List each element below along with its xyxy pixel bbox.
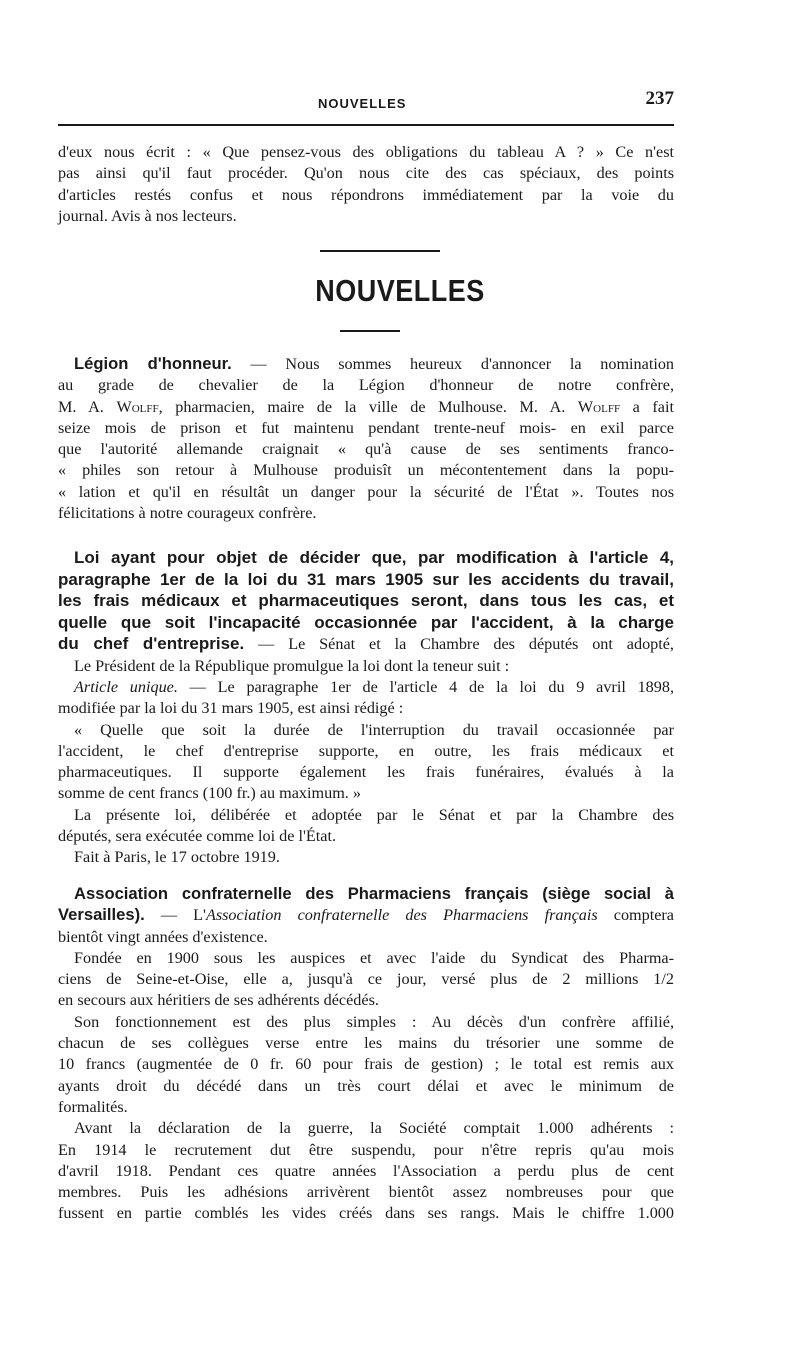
text-line: « philes son retour à Mulhouse produisît un mécontentement dans la popu-	[58, 461, 674, 480]
loi-heading-line: Loi ayant pour objet de décider que, par modification à l'article 4,	[74, 548, 674, 567]
text-line: Légion d'honneur. — Nous sommes heureux d'annoncer la nomination	[74, 354, 675, 373]
text-line: félicitations à notre courageux confrère.	[58, 504, 317, 523]
text-line: somme de cent francs (100 fr.) au maximum. »	[58, 784, 361, 803]
text-line: pas ainsi qu'il faut procéder. Qu'on nous cite des cas spéciaux, des points	[58, 164, 674, 183]
text-line: En 1914 le recrutement dut être suspendu, pour n'être repris qu'au mois	[58, 1140, 674, 1159]
text-line: chacun de ses collègues verse entre les mains du trésorier une somme de	[58, 1034, 674, 1053]
article-label: Article unique.	[74, 677, 178, 696]
text-line: Versailles). — L'Association confraternelle des Pharmaciens français comptera	[58, 905, 674, 925]
loi-heading-line: paragraphe 1er de la loi du 31 mars 1905 sur les accidents du travail,	[58, 569, 674, 589]
text-line: ciens de Seine-et-Oise, elle a, jusqu'à ce jour, versé plus de 2 millions 1/2	[58, 970, 674, 989]
text-line: Fondée en 1900 sous les auspices et avec l'aide du Syndicat des Pharma-	[74, 948, 674, 967]
section-title-underline	[340, 330, 400, 332]
text-line: du chef d'entreprise. — Le Sénat et la Chambre des députés ont adopté,	[58, 634, 674, 654]
section-divider	[320, 250, 440, 252]
person-name: Wolff	[116, 397, 159, 416]
intro-paragraph	[58, 142, 674, 227]
text-line: au grade de chevalier de la Légion d'honneur de notre confrère,	[58, 376, 674, 395]
page-number: 237	[645, 88, 674, 109]
text-line: M. A. Wolff, pharmacien, maire de la ville de Mulhouse. M. A. Wolff a fait	[58, 397, 674, 416]
legion-honneur-article	[58, 353, 674, 524]
text-line: « Quelle que soit la durée de l'interruption du travail occasionnée par	[74, 720, 674, 739]
text-line: Son fonctionnement est des plus simples : Au décès d'un confrère affilié,	[74, 1012, 674, 1031]
loi-heading-line: quelle que soit l'incapacité occasionnée par l'accident, à la charge	[58, 612, 674, 632]
article-heading: Association confraternelle des Pharmaciens français (siège social à	[74, 884, 674, 903]
page-header	[58, 88, 674, 112]
text-line: l'accident, le chef d'entreprise supporte, en outre, les frais médicaux et	[58, 741, 674, 760]
text-line: modifiée par la loi du 31 mars 1905, est ainsi rédigé :	[58, 699, 404, 718]
text-line: formalités.	[58, 1097, 128, 1116]
person-name: Wolff	[577, 397, 621, 416]
text-line: bientôt vingt années d'existence.	[58, 927, 268, 946]
text-line: d'eux nous écrit : « Que pensez-vous des obligations du tableau A ? » Ce n'est	[58, 143, 674, 161]
text-line: que l'autorité allemande craignait « qu'à cause de ses sentiments franco-	[58, 440, 674, 459]
running-title: NOUVELLES	[318, 96, 407, 111]
loi-article	[58, 547, 674, 869]
text-line: Fait à Paris, le 17 octobre 1919.	[74, 848, 280, 867]
text-line: membres. Puis les adhésions arrivèrent bientôt assez nombreuses pour que	[58, 1183, 674, 1202]
text-line: d'avril 1918. Pendant ces quatre années l'Association a perdu plus de cent	[58, 1161, 674, 1180]
text-line: ayants droit du décédé dans un très court délai et avec le minimum de	[58, 1076, 674, 1095]
text-line: La présente loi, délibérée et adoptée par le Sénat et par la Chambre des	[74, 805, 674, 824]
text-line: pharmaceutiques. Il supporte également les frais funéraires, évalués à la	[58, 763, 674, 782]
section-title: NOUVELLES	[315, 274, 485, 308]
text-line: Article unique. — Le paragraphe 1er de l'article 4 de la loi du 9 avril 1898,	[74, 677, 675, 696]
text-line: journal. Avis à nos lecteurs.	[58, 206, 237, 225]
text-line: députés, sera exécutée comme loi de l'État.	[58, 827, 336, 846]
text-line: 10 francs (augmentée de 0 fr. 60 pour frais de gestion) ; le total est remis aux	[58, 1055, 674, 1074]
text-line: d'articles restés confus et nous répondrons immédiatement par la voie du	[58, 185, 674, 204]
association-article	[58, 883, 674, 1225]
text-line: en secours aux héritiers de ses adhérents décédés.	[58, 991, 379, 1010]
article-heading: Légion d'honneur.	[74, 354, 232, 373]
loi-heading-line: les frais médicaux et pharmaceutiques seront, dans tous les cas, et	[58, 591, 674, 611]
header-rule	[58, 124, 674, 126]
text-line: seize mois de prison et fut maintenu pendant trente-neuf mois- en exil parce	[58, 418, 674, 437]
text-line: Avant la déclaration de la guerre, la Société comptait 1.000 adhérents :	[74, 1119, 674, 1138]
text-line: « lation et qu'il en résultât un danger pour la sécurité de l'État ». Toutes nos	[58, 482, 674, 501]
text-line: fussent en partie comblés les vides créés dans ses rangs. Mais le chiffre 1.000	[58, 1204, 674, 1223]
text-line: Le Président de la République promulgue la loi dont la teneur suit :	[74, 656, 510, 675]
